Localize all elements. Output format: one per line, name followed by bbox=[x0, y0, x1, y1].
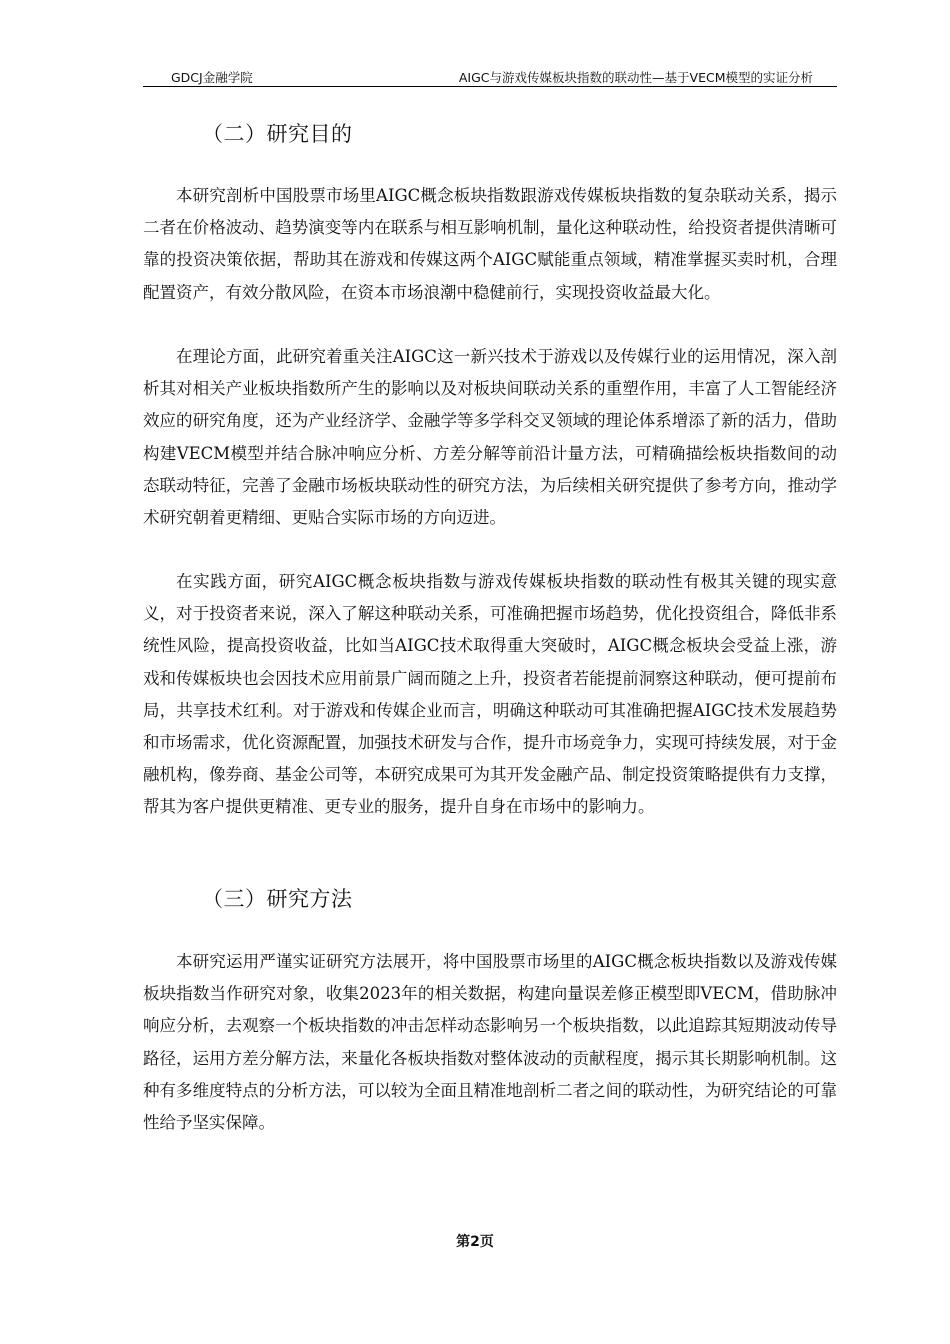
page-header bbox=[143, 66, 837, 87]
paragraph-method: 本研究运用严谨实证研究方法展开，将中国股票市场里的AIGC概念板块指数以及游戏传媒板块指数当作研究对象，收集2023年的相关数据，构建向量误差修正模型即VECM，借助脉冲响应分析，去观察一个板块指数的冲击怎样动态影响另一个板块指数，以此追踪其短期波动传导路径，运用方差分解方法，来量化各板块指数对整体波动的贡献程度，揭示其长期影响机制。这种有多维度特点的分析方法，可以较为全面且精准地剖析二者之间的联动性，为研究结论的可靠性给予坚实保障。 bbox=[143, 952, 837, 1133]
page-number: 第2页 bbox=[456, 1234, 494, 1250]
paragraph-purpose: 本研究剖析中国股票市场里AIGC概念板块指数跟游戏传媒板块指数的复杂联动关系，揭示二者在价格波动、趋势演变等内在联系与相互影响机制，量化这种联动性，给投资者提供清晰可靠的投资决策依据，帮助其在游戏和传媒这两个AIGC赋能重点领域，精准掌握买卖时机，合理配置资产，有效分散风险，在资本市场浪潮中稳健前行，实现投资收益最大化。 bbox=[143, 186, 837, 302]
section-heading-research-purpose: （二）研究目的 bbox=[202, 122, 353, 146]
paragraph-theory: 在理论方面，此研究着重关注AIGC这一新兴技术于游戏以及传媒行业的运用情况，深入剖析其对相关产业板块指数所产生的影响以及对板块间联动关系的重塑作用，丰富了人工智能经济效应的研究角度，还为产业经济学、金融学等多学科交叉领域的理论体系增添了新的活力，借助构建VECM模型并结合脉冲响应分析、方差分解等前沿计量方法，可精确描绘板块指数间的动态联动特征，完善了金融市场板块联动性的研究方法，为后续相关研究提供了参考方向，推动学术研究朝着更精细、更贴合实际市场的方向迈进。 bbox=[143, 347, 837, 528]
paragraph-practice: 在实践方面，研究AIGC概念板块指数与游戏传媒板块指数的联动性有极其关键的现实意义，对于投资者来说，深入了解这种联动关系，可准确把握市场趋势，优化投资组合，降低非系统性风险，提高投资收益，比如当AIGC技术取得重大突破时，AIGC概念板块会受益上涨，游戏和传媒板块也会因技术应用前景广阔而随之上升，投资者若能提前洞察这种联动，便可提前布局，共享技术红利。对于游戏和传媒企业而言，明确这种联动可其准确把握AIGC技术发展趋势和市场需求，优化资源配置，加强技术研发与合作，提升市场竞争力，实现可持续发展，对于金融机构，像券商、基金公司等，本研究成果可为其开发金融产品、制定投资策略提供有力支撑，帮其为客户提供更精准、更专业的服务，提升自身在市场中的影响力。 bbox=[143, 572, 837, 817]
header-paper-title: AIGC与游戏传媒板块指数的联动性—基于VECM模型的实证分析 bbox=[458, 70, 813, 85]
section-heading-research-method: （三）研究方法 bbox=[202, 887, 353, 911]
header-institution: GDCJ金融学院 bbox=[171, 70, 253, 85]
